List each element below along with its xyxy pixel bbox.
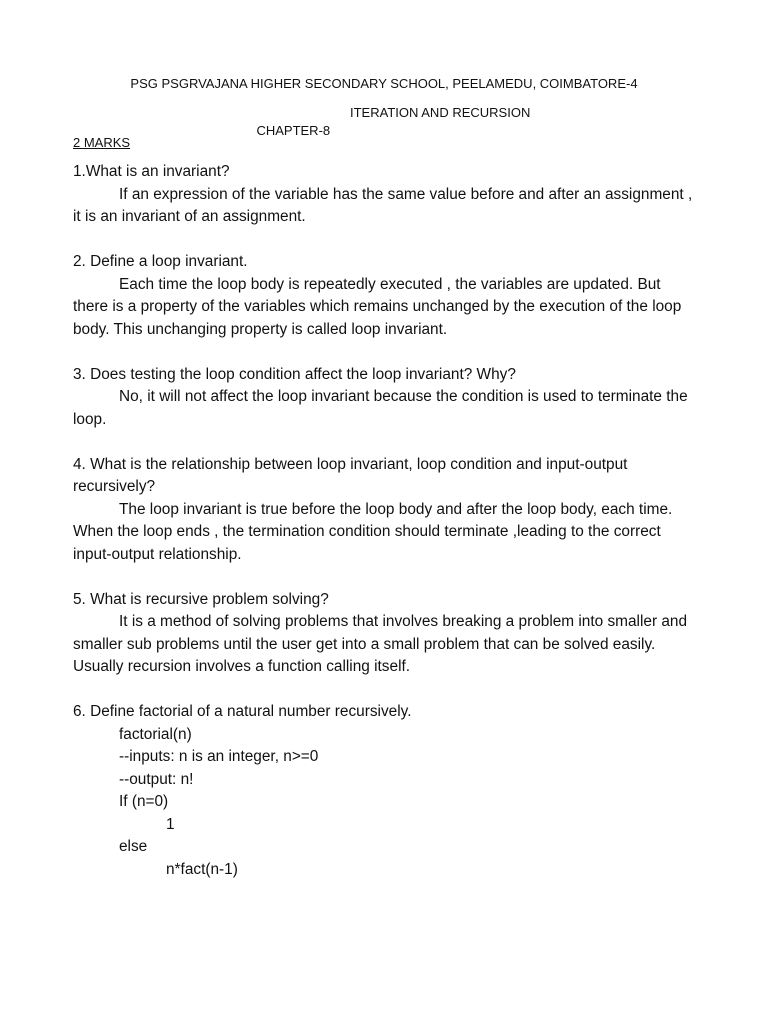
question-item	[73, 364, 693, 432]
question-text: 1.What is an invariant?	[73, 163, 230, 180]
code-line: --inputs: n is an integer, n>=0	[119, 748, 319, 765]
code-line: n*fact(n-1)	[166, 860, 238, 878]
chapter-number: CHAPTER-8	[256, 123, 331, 138]
question-list	[73, 161, 693, 904]
question-text: 3. Does testing the loop condition affect the loop invariant? Why?	[73, 365, 516, 383]
question-item	[73, 701, 693, 881]
code-line: else	[119, 838, 148, 855]
section-label: 2 MARKS	[73, 135, 131, 150]
answer-text: The loop invariant is true before the loop body and after the loop body, each time. When the loop ends , the termination condition should terminate ,leading to the correct input-output relationship.	[73, 500, 673, 563]
code-line: factorial(n)	[119, 725, 192, 743]
code-line: --output: n!	[119, 770, 194, 788]
school-name: PSG PSGRVAJANA HIGHER SECONDARY SCHOOL, PEELAMEDU, COIMBATORE-4	[130, 76, 638, 91]
question-text: 2. Define a loop invariant.	[73, 253, 248, 270]
question-item	[73, 454, 693, 567]
question-item	[73, 161, 693, 229]
answer-text: Each time the loop body is repeatedly executed , the variables are updated. But there is a property of the variables which remains unchanged by the execution of the loop body. This unchanging property is called loop invariant.	[73, 275, 682, 338]
answer-text: It is a method of solving problems that involves breaking a problem into smaller and smaller sub problems until the user get into a small problem that can be solved easily. Usually recursion involves a function calling itself.	[73, 613, 688, 675]
answer-text: No, it will not affect the loop invariant because the condition is used to terminate the loop.	[73, 388, 688, 428]
question-text: 5. What is recursive problem solving?	[73, 590, 329, 608]
code-line: 1	[166, 815, 175, 833]
question-text: 6. Define factorial of a natural number recursively.	[73, 703, 412, 720]
question-text: 4. What is the relationship between loop invariant, loop condition and input-output recursively?	[73, 455, 628, 495]
question-item	[73, 251, 693, 341]
question-item	[73, 589, 693, 679]
chapter-heading	[242, 104, 531, 158]
answer-text: If an expression of the variable has the same value before and after an assignment , it is an invariant of an assignment.	[73, 185, 693, 225]
chapter-topic: ITERATION AND RECURSION	[350, 105, 531, 120]
code-line: If (n=0)	[119, 793, 169, 810]
